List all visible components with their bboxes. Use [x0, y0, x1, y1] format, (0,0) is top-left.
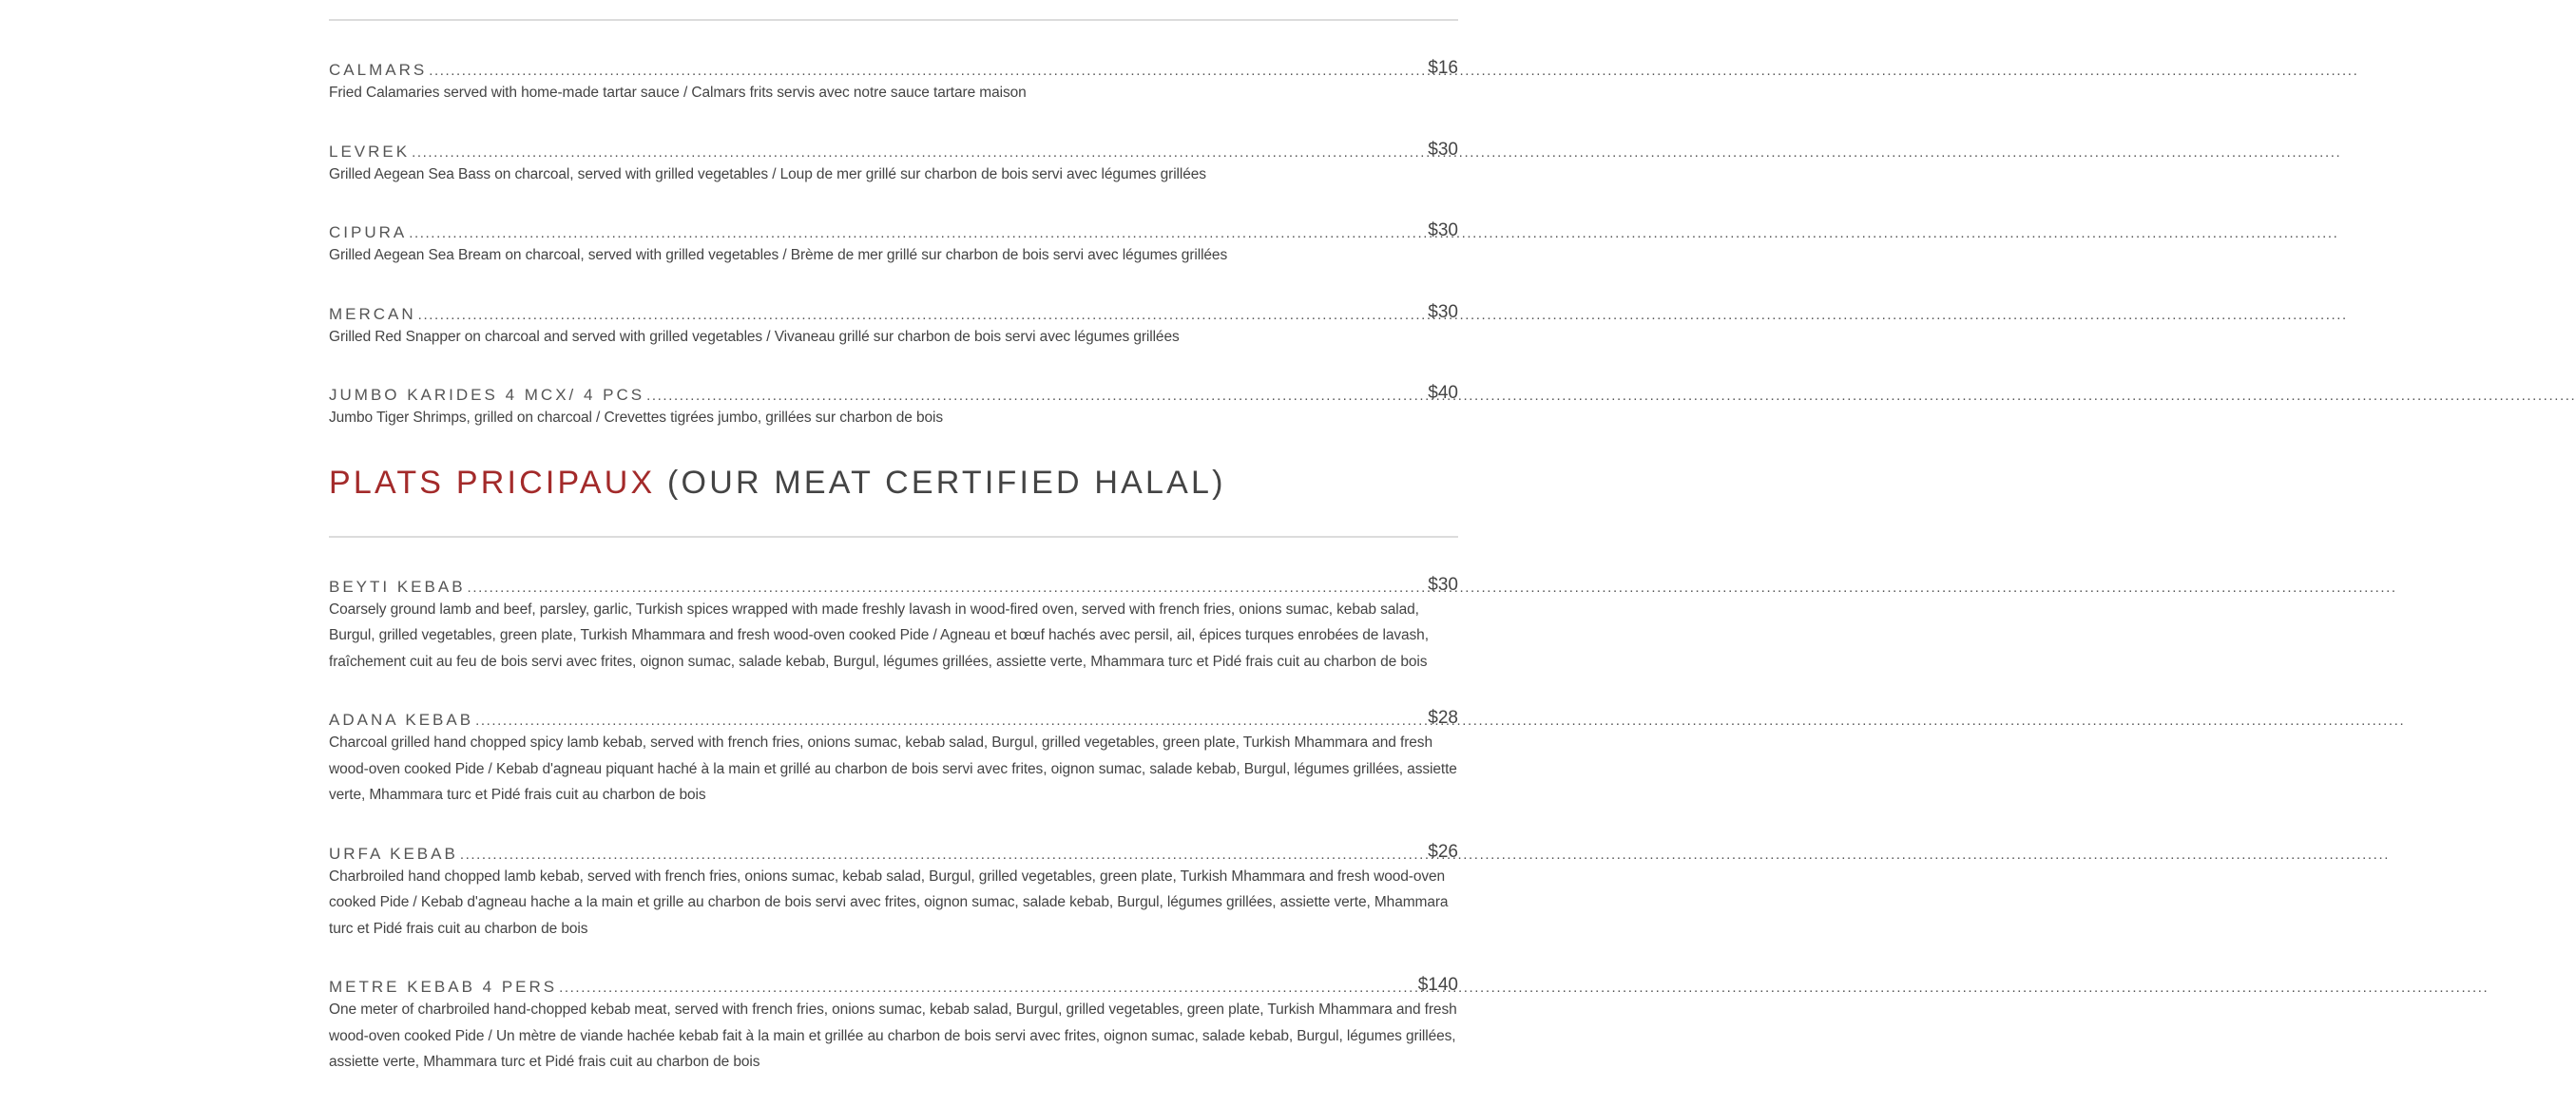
menu-item: [329, 55, 1458, 106]
menu-item-name: JUMBO KARIDES 4 MCX/ 4 PCS: [329, 386, 645, 404]
menu-item: [329, 839, 1458, 943]
menu-item-description: Grilled Red Snapper on charcoal and served with grilled vegetables / Vivaneau grillé sur charbon de bois servi avec légumes grillées: [329, 328, 1180, 345]
menu-item-description: Grilled Aegean Sea Bream on charcoal, served with grilled vegetables / Brème de mer grillé sur charbon de bois servi avec légumes grillées: [329, 247, 1228, 263]
dot-leader: [460, 845, 1426, 864]
menu-item-name: BEYTI KEBAB: [329, 577, 466, 596]
dot-leader: [412, 143, 1426, 162]
menu-item: [329, 572, 1458, 676]
menu-item-price: $40: [1428, 383, 1458, 403]
menu-item-header: [329, 299, 1458, 324]
menu-item-description: One meter of charbroiled hand-chopped kebab meat, served with french fries, onions sumac, kebab salad, Burgul, grilled vegetables, green plate, Turkish Mhammara and fresh wood-oven cooked Pide / Un mètre de viande hachée kebab fait à la main et grillée au charbon de bois servi avec frites, oignon sumac, salade kebab, Burgul, légumes grillées, assiette verte, Mhammara turc et Pidé frais cuit au charbon de bois: [329, 1001, 1457, 1070]
menu-item-name: ADANA KEBAB: [329, 711, 474, 729]
menu-item-header: [329, 380, 1458, 405]
menu-item-price: $30: [1428, 220, 1458, 240]
menu-item-header: [329, 572, 1458, 597]
section-title-rest: (OUR MEAT CERTIFIED HALAL): [655, 464, 1226, 501]
menu-item-price: $30: [1428, 139, 1458, 160]
menu-item-name: LEVREK: [329, 142, 411, 161]
menu-item-header: [329, 137, 1458, 162]
menu-item-price: $30: [1428, 301, 1458, 322]
seafood-section: [329, 55, 1458, 431]
dot-leader: [475, 711, 1426, 730]
mains-section: [329, 572, 1458, 1076]
menu-item: [329, 380, 1458, 431]
section-title-mains: [329, 462, 1458, 504]
menu-item: [329, 137, 1458, 188]
dot-leader: [418, 305, 1427, 324]
top-divider: [329, 19, 1458, 21]
menu-item-price: $28: [1428, 708, 1458, 728]
menu-item-price: $140: [1417, 975, 1458, 995]
menu-item-name: CALMARS: [329, 61, 428, 79]
menu-item-name: CIPURA: [329, 223, 408, 241]
menu-item: [329, 972, 1458, 1076]
menu-item-header: [329, 839, 1458, 864]
menu-item-description: Fried Calamaries served with home-made tartar sauce / Calmars frits servis avec notre sauce tartare maison: [329, 85, 1027, 101]
menu-item-description: Coarsely ground lamb and beef, parsley, garlic, Turkish spices wrapped with made freshly lavash in wood-fired oven, served with french fries, onions sumac, kebab salad, Burgul, grilled vegetables, green plate, Turkish Mhammara and fresh wood-oven cooked Pide / Agneau et bœuf hachés avec persil, ail, épices turques enrobées de lavash, fraîchement cuit au feu de bois servi avec frites, oignon sumac, salade kebab, Burgul, légumes grillées, assiette verte, Mhammara turc et Pidé frais cuit au charbon de bois: [329, 601, 1429, 670]
menu-item-header: [329, 705, 1458, 730]
menu-item-header: [329, 972, 1458, 997]
menu-item-description: Jumbo Tiger Shrimps, grilled on charcoal / Crevettes tigrées jumbo, grillées sur charbon de bois: [329, 410, 944, 426]
menu-item-header: [329, 218, 1458, 242]
menu-item-description: Charbroiled hand chopped lamb kebab, served with french fries, onions sumac, kebab salad, Burgul, grilled vegetables, green plate, Turkish Mhammara and fresh wood-oven cooked Pide / Kebab d'agneau hache a la main et grille au charbon de bois servi avec frites, oignon sumac, salade kebab, Burgul, légumes grillées, assiette verte, Mhammara turc et Pidé frais cuit au charbon de bois: [329, 868, 1449, 937]
menu-item: [329, 218, 1458, 269]
menu-item-description: Charcoal grilled hand chopped spicy lamb kebab, served with french fries, onions sumac, kebab salad, Burgul, grilled vegetables, green plate, Turkish Mhammara and fresh wood-oven cooked Pide / Kebab d'agneau piquant haché à la main et grillé au charbon de bois servi avec frites, oignon sumac, salade kebab, Burgul, légumes grillées, assiette verte, Mhammara turc et Pidé frais cuit au charbon de bois: [329, 734, 1457, 803]
dot-leader: [559, 978, 1416, 997]
section-divider: [329, 536, 1458, 538]
menu-item-price: $16: [1428, 58, 1458, 78]
dot-leader: [409, 223, 1426, 242]
menu-item-header: [329, 55, 1458, 80]
menu-item-name: URFA KEBAB: [329, 844, 458, 863]
menu-item-name: METRE KEBAB 4 PERS: [329, 978, 558, 996]
dot-leader: [429, 61, 1426, 80]
menu-item-price: $26: [1428, 841, 1458, 862]
menu-item-name: MERCAN: [329, 304, 416, 323]
menu-item: [329, 299, 1458, 351]
dot-leader: [468, 578, 1427, 597]
menu-item-description: Grilled Aegean Sea Bass on charcoal, served with grilled vegetables / Loup de mer grillé sur charbon de bois servi avec légumes grillées: [329, 165, 1206, 182]
dot-leader: [646, 386, 1426, 405]
section-title-accent: PLATS PRICIPAUX: [329, 464, 656, 501]
menu-item-price: $30: [1428, 574, 1458, 595]
menu-item: [329, 705, 1458, 809]
menu-container: [329, 0, 1458, 1106]
